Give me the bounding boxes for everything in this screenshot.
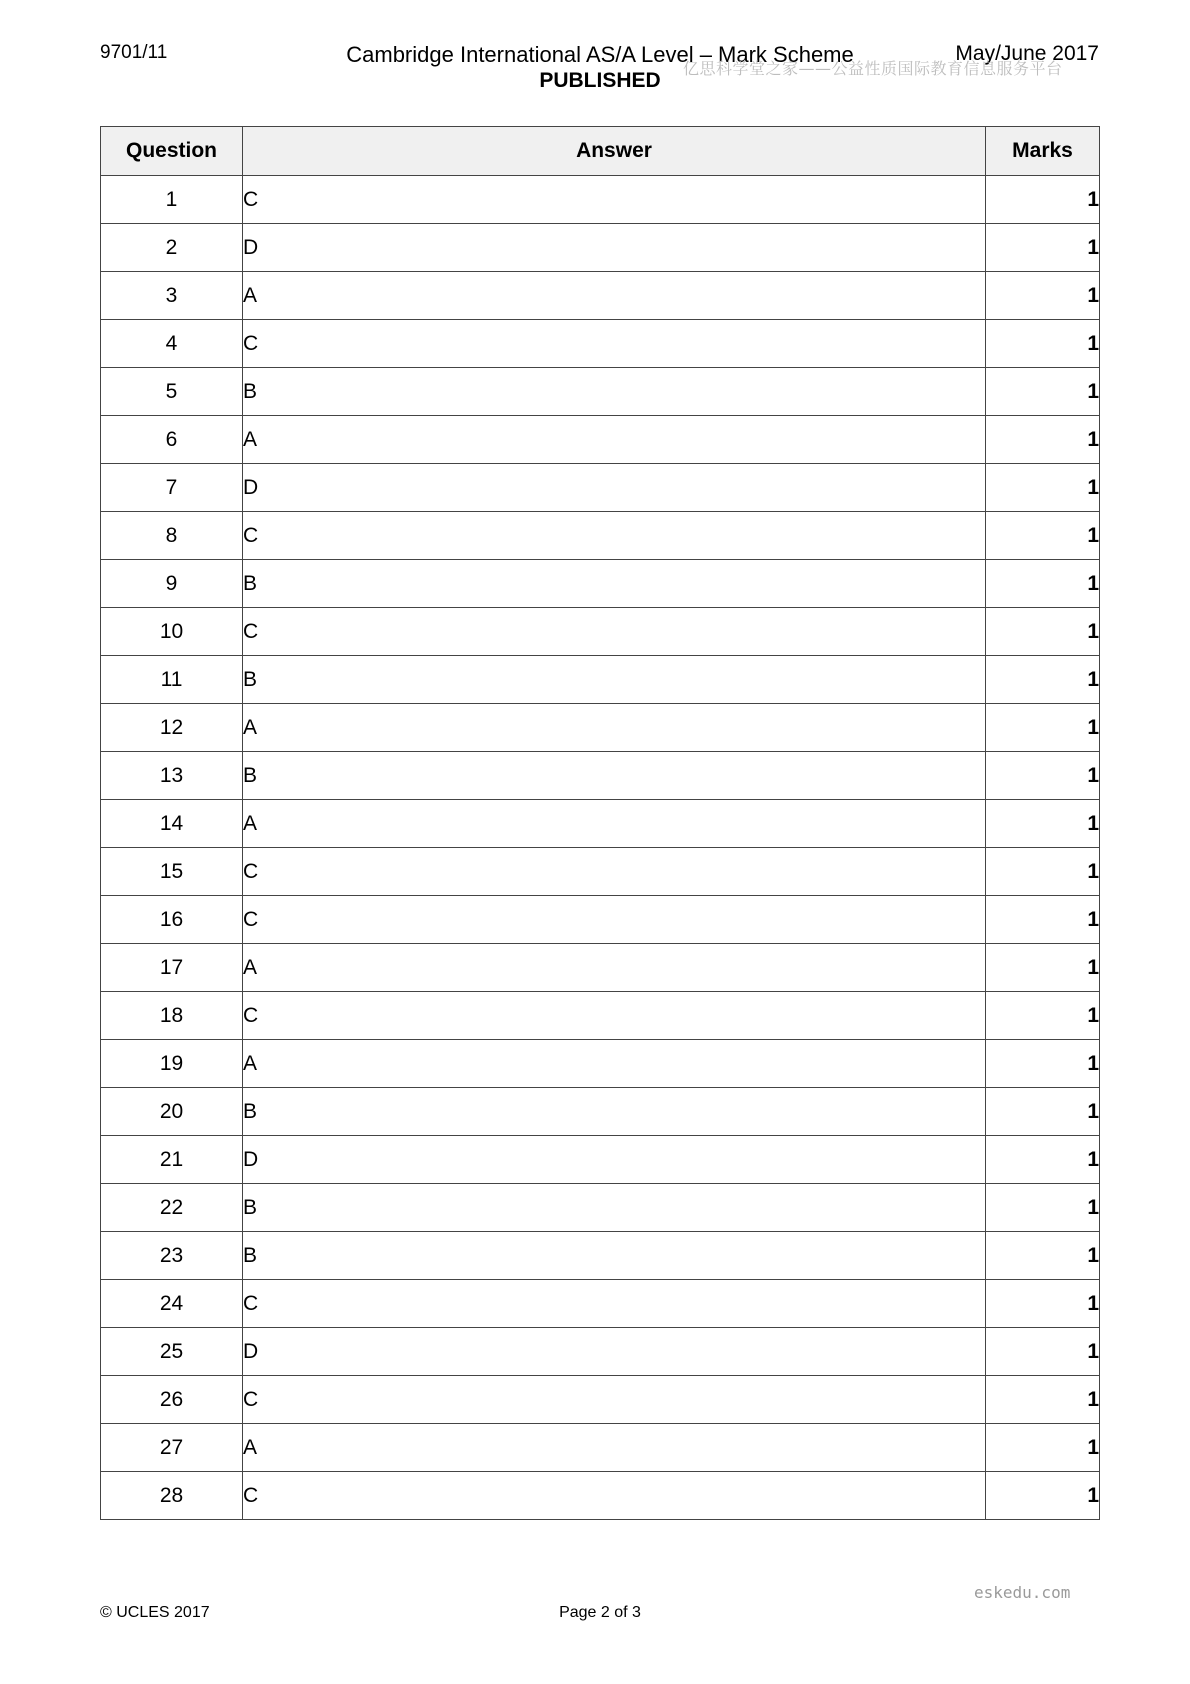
- marks-cell: 1: [986, 704, 1100, 752]
- answer-cell: C: [243, 1376, 986, 1424]
- question-number-cell: 21: [101, 1136, 243, 1184]
- column-header-question: Question: [101, 127, 243, 176]
- question-number-cell: 14: [101, 800, 243, 848]
- marks-cell: 1: [986, 224, 1100, 272]
- marks-cell: 1: [986, 560, 1100, 608]
- table-row: [101, 416, 1100, 464]
- question-number-cell: 24: [101, 1280, 243, 1328]
- marks-cell: 1: [986, 848, 1100, 896]
- table-row: [101, 560, 1100, 608]
- table-row: [101, 464, 1100, 512]
- question-number-cell: 5: [101, 368, 243, 416]
- marks-cell: 1: [986, 1280, 1100, 1328]
- question-number-cell: 22: [101, 1184, 243, 1232]
- question-number-cell: 4: [101, 320, 243, 368]
- table-row: [101, 944, 1100, 992]
- question-number-cell: 25: [101, 1328, 243, 1376]
- answer-cell: C: [243, 1280, 986, 1328]
- answer-cell: C: [243, 608, 986, 656]
- question-number-cell: 28: [101, 1472, 243, 1520]
- marks-cell: 1: [986, 512, 1100, 560]
- table-row: [101, 656, 1100, 704]
- table-row: [101, 848, 1100, 896]
- table-row: [101, 1424, 1100, 1472]
- marks-cell: 1: [986, 1136, 1100, 1184]
- answer-cell: B: [243, 368, 986, 416]
- marks-cell: 1: [986, 176, 1100, 224]
- table-row: [101, 1376, 1100, 1424]
- table-row: [101, 368, 1100, 416]
- answer-cell: B: [243, 1088, 986, 1136]
- marks-cell: 1: [986, 272, 1100, 320]
- marks-cell: 1: [986, 896, 1100, 944]
- question-number-cell: 16: [101, 896, 243, 944]
- answer-cell: D: [243, 1136, 986, 1184]
- marks-cell: 1: [986, 992, 1100, 1040]
- answer-cell: B: [243, 1184, 986, 1232]
- document-subtitle: PUBLISHED: [539, 69, 661, 92]
- question-number-cell: 17: [101, 944, 243, 992]
- answer-cell: C: [243, 176, 986, 224]
- answer-cell: A: [243, 1424, 986, 1472]
- table-row: [101, 800, 1100, 848]
- answer-cell: B: [243, 560, 986, 608]
- question-number-cell: 27: [101, 1424, 243, 1472]
- answer-cell: D: [243, 464, 986, 512]
- table-row: [101, 1040, 1100, 1088]
- table-row: [101, 1184, 1100, 1232]
- marks-cell: 1: [986, 1472, 1100, 1520]
- document-title: Cambridge International AS/A Level – Mark Scheme: [346, 42, 854, 67]
- answer-cell: C: [243, 320, 986, 368]
- table-row: [101, 1088, 1100, 1136]
- answer-cell: C: [243, 1472, 986, 1520]
- table-header-row: [101, 127, 1100, 176]
- syllabus-code: 9701/11: [100, 42, 168, 63]
- answer-cell: B: [243, 752, 986, 800]
- answer-cell: A: [243, 800, 986, 848]
- question-number-cell: 6: [101, 416, 243, 464]
- table-row: [101, 1328, 1100, 1376]
- marks-cell: 1: [986, 464, 1100, 512]
- question-number-cell: 13: [101, 752, 243, 800]
- table-row: [101, 224, 1100, 272]
- marks-cell: 1: [986, 800, 1100, 848]
- table-row: [101, 1232, 1100, 1280]
- question-number-cell: 23: [101, 1232, 243, 1280]
- marks-cell: 1: [986, 1232, 1100, 1280]
- answer-cell: A: [243, 416, 986, 464]
- marks-cell: 1: [986, 1328, 1100, 1376]
- answer-cell: C: [243, 848, 986, 896]
- question-number-cell: 7: [101, 464, 243, 512]
- table-row: [101, 752, 1100, 800]
- marks-cell: 1: [986, 656, 1100, 704]
- question-number-cell: 26: [101, 1376, 243, 1424]
- question-number-cell: 20: [101, 1088, 243, 1136]
- answer-cell: A: [243, 1040, 986, 1088]
- table-row: [101, 896, 1100, 944]
- marks-cell: 1: [986, 1088, 1100, 1136]
- marks-cell: 1: [986, 320, 1100, 368]
- marks-cell: 1: [986, 416, 1100, 464]
- table-row: [101, 320, 1100, 368]
- marks-cell: 1: [986, 944, 1100, 992]
- question-number-cell: 19: [101, 1040, 243, 1088]
- table-row: [101, 608, 1100, 656]
- question-number-cell: 2: [101, 224, 243, 272]
- answer-cell: A: [243, 944, 986, 992]
- marks-cell: 1: [986, 608, 1100, 656]
- question-number-cell: 3: [101, 272, 243, 320]
- answer-cell: A: [243, 272, 986, 320]
- table-row: [101, 272, 1100, 320]
- copyright-notice: © UCLES 2017: [100, 1604, 210, 1621]
- mark-scheme-table: [100, 126, 1100, 1520]
- marks-cell: 1: [986, 1040, 1100, 1088]
- answer-cell: D: [243, 1328, 986, 1376]
- answer-cell: D: [243, 224, 986, 272]
- marks-cell: 1: [986, 1184, 1100, 1232]
- table-row: [101, 1280, 1100, 1328]
- watermark-text: 亿思科学堂之家——公益性质国际教育信息服务平台: [683, 59, 1063, 78]
- question-number-cell: 9: [101, 560, 243, 608]
- exam-session: May/June 2017: [955, 42, 1099, 65]
- question-number-cell: 15: [101, 848, 243, 896]
- answer-cell: C: [243, 512, 986, 560]
- question-number-cell: 8: [101, 512, 243, 560]
- answer-cell: C: [243, 896, 986, 944]
- table-row: [101, 992, 1100, 1040]
- answer-cell: B: [243, 656, 986, 704]
- answer-cell: C: [243, 992, 986, 1040]
- question-number-cell: 18: [101, 992, 243, 1040]
- table-row: [101, 512, 1100, 560]
- table-row: [101, 704, 1100, 752]
- question-number-cell: 1: [101, 176, 243, 224]
- table-row: [101, 1136, 1100, 1184]
- watermark-site: eskedu.com: [974, 1583, 1071, 1602]
- answer-cell: A: [243, 704, 986, 752]
- page-number: Page 2 of 3: [559, 1604, 641, 1621]
- table-row: [101, 176, 1100, 224]
- column-header-marks: Marks: [986, 127, 1100, 176]
- answer-cell: B: [243, 1232, 986, 1280]
- question-number-cell: 10: [101, 608, 243, 656]
- marks-cell: 1: [986, 1376, 1100, 1424]
- marks-cell: 1: [986, 1424, 1100, 1472]
- question-number-cell: 11: [101, 656, 243, 704]
- marks-cell: 1: [986, 752, 1100, 800]
- question-number-cell: 12: [101, 704, 243, 752]
- column-header-answer: Answer: [243, 127, 986, 176]
- marks-cell: 1: [986, 368, 1100, 416]
- table-row: [101, 1472, 1100, 1520]
